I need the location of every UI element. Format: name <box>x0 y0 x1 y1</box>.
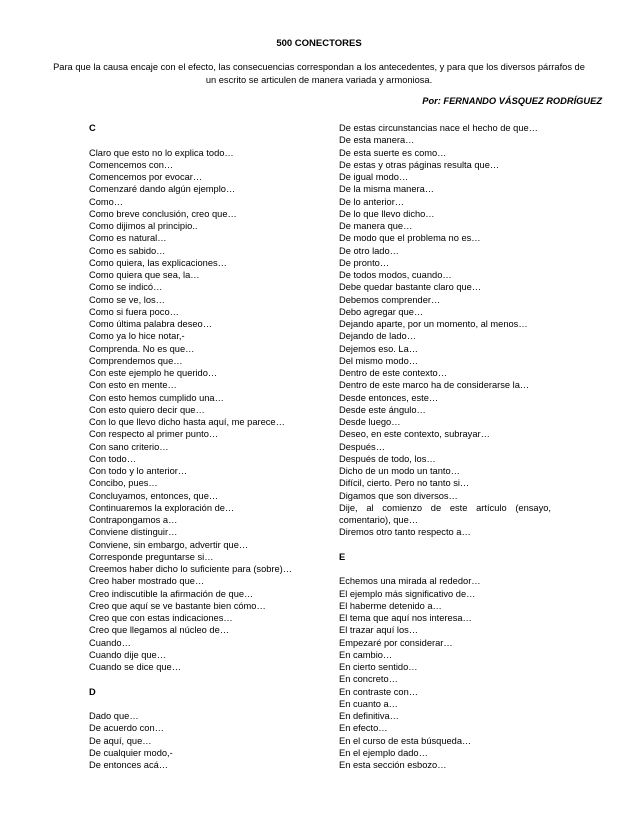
list-item: Dejando de lado… <box>339 331 417 342</box>
list-item: Comenzaré dando algún ejemplo… <box>89 184 236 195</box>
list-item: Del mismo modo… <box>339 355 419 366</box>
list-item: Con esto quiero decir que… <box>89 404 205 415</box>
connector-list-d-continued <box>339 122 551 539</box>
list-item: Continuaremos la exploración de… <box>89 502 235 513</box>
list-item: Comprendemos que… <box>89 355 183 366</box>
list-item: Como se ve, los… <box>89 294 165 305</box>
list-item: Como es sabido… <box>89 245 166 256</box>
list-item: Con esto hemos cumplido una… <box>89 392 224 403</box>
list-item: El ejemplo más significativo de… <box>339 588 476 599</box>
list-item: Con lo que llevo dicho hasta aquí, me parece… <box>89 417 285 427</box>
list-item: En cambio… <box>339 649 393 660</box>
list-item: Cuando dije que… <box>89 649 167 660</box>
list-item: De estas y otras páginas resulta que… <box>339 159 500 170</box>
list-item: En definitiva… <box>339 711 399 721</box>
list-item: En el ejemplo dado… <box>339 747 428 758</box>
document-title: 500 CONECTORES <box>276 38 362 49</box>
list-item: Como… <box>89 196 124 207</box>
list-item: Después de todo, los… <box>339 453 436 464</box>
list-item: Como quiera, las explicaciones… <box>89 257 227 268</box>
list-item: Debo agregar que… <box>339 306 424 317</box>
list-item: De esta manera… <box>339 135 415 146</box>
list-item: De modo que el problema no es… <box>339 233 481 244</box>
section-gap <box>89 134 301 146</box>
list-item: Creemos haber dicho lo suficiente para (sobre)… <box>89 564 293 574</box>
list-item: Como ya lo hice notar,- <box>89 331 185 342</box>
list-item: De igual modo… <box>339 172 409 182</box>
list-item: En cierto sentido… <box>339 662 418 672</box>
intro-paragraph: Para que la causa encaje con el efecto, las consecuencias correspondan a los antecedentes, y para que los diversos párrafos de un escrito se articulen de manera variada y armoniosa. <box>53 62 585 85</box>
list-item: El trazar aquí los… <box>339 625 419 636</box>
list-item: De esta suerte es como… <box>339 147 447 158</box>
list-item: Empezaré por considerar… <box>339 637 453 648</box>
list-item: Dejemos eso. La… <box>339 343 419 354</box>
list-item: Conviene, sin embargo, advertir que… <box>89 539 249 550</box>
list-item: De la misma manera… <box>339 184 435 195</box>
list-item: En el curso de esta búsqueda… <box>339 735 472 746</box>
list-item: Conviene distinguir… <box>89 527 178 538</box>
list-item: Dicho de un modo un tanto… <box>339 466 460 476</box>
section-gap <box>89 698 301 710</box>
section-heading-e: E <box>339 551 346 562</box>
connector-list-c <box>89 147 301 674</box>
list-item: Deseo, en este contexto, subrayar… <box>339 429 490 440</box>
list-item: Cuando… <box>89 637 131 648</box>
list-item: De aquí, que… <box>89 735 152 746</box>
section-gap <box>339 563 551 575</box>
list-item: Dije, al comienzo de este artículo (ensayo, comentario), que… <box>339 502 551 525</box>
list-item: Con esto en mente… <box>89 380 177 391</box>
list-item: El haberme detenido a… <box>339 600 442 611</box>
list-item: De lo anterior… <box>339 196 405 207</box>
list-item: En concreto… <box>339 674 398 685</box>
list-item: Como dijimos al principio.. <box>89 221 198 231</box>
list-item: Debe quedar bastante claro que… <box>339 282 482 293</box>
list-item: De manera que… <box>339 221 413 231</box>
list-item: Digamos que son diversos… <box>339 490 458 501</box>
list-item: Con este ejemplo he querido… <box>89 368 218 378</box>
list-item: En cuanto a… <box>339 698 398 709</box>
list-item: Con todo y lo anterior… <box>89 466 188 476</box>
section-gap <box>89 673 301 685</box>
list-item: Como breve conclusión, creo que… <box>89 208 237 219</box>
list-item: En efecto… <box>339 723 388 734</box>
list-item: Creo indiscutible la afirmación de que… <box>89 588 254 599</box>
list-item: Con sano criterio… <box>89 441 169 452</box>
list-item: En contraste con… <box>339 686 419 697</box>
list-item: De lo que llevo dicho… <box>339 208 435 219</box>
list-item: Como es natural… <box>89 233 167 244</box>
list-item: Echemos una mirada al rededor… <box>339 576 481 587</box>
list-item: Comencemos con… <box>89 159 174 170</box>
list-item: Como última palabra deseo… <box>89 319 212 329</box>
list-item: Dejando aparte, por un momento, al menos… <box>339 319 528 329</box>
list-item: Contrapongamos a… <box>89 515 178 525</box>
right-column <box>339 122 551 771</box>
list-item: Creo haber mostrado que… <box>89 576 205 587</box>
list-item: Dentro de este marco ha de considerarse la… <box>339 380 530 391</box>
list-item: Corresponde preguntarse si… <box>89 551 214 562</box>
section-heading-d: D <box>89 686 96 697</box>
section-gap <box>339 539 551 551</box>
author-line: Por: FERNANDO VÁSQUEZ RODRÍGUEZ <box>422 96 602 106</box>
list-item: En esta sección esbozo… <box>339 760 447 770</box>
list-item: Creo que aquí se ve bastante bien cómo… <box>89 600 266 611</box>
list-item: Como quiera que sea, la… <box>89 270 200 280</box>
list-item: Diremos otro tanto respecto a… <box>339 527 471 538</box>
list-item: Difícil, cierto. Pero no tanto si… <box>339 478 470 489</box>
list-item: Cuando se dice que… <box>89 662 181 672</box>
list-item: Como se indicó… <box>89 282 163 293</box>
list-item: De pronto… <box>339 257 390 268</box>
list-item: Desde entonces, este… <box>339 392 439 403</box>
list-item: Dentro de este contexto… <box>339 368 448 378</box>
left-column <box>89 122 301 771</box>
connector-list-e <box>339 575 551 771</box>
section-heading-c: C <box>89 123 96 133</box>
list-item: Dado que… <box>89 711 139 721</box>
list-item: Concibo, pues… <box>89 478 158 489</box>
list-item: Concluyamos, entonces, que… <box>89 490 219 501</box>
list-item: Después… <box>339 441 385 452</box>
connector-list-d <box>89 710 301 771</box>
list-item: De entonces acá… <box>89 760 169 770</box>
list-item: Comencemos por evocar… <box>89 172 203 182</box>
list-item: Creo que llegamos al núcleo de… <box>89 625 230 636</box>
list-item: Con respecto al primer punto… <box>89 429 219 440</box>
list-item: Desde este ángulo… <box>339 404 426 415</box>
list-item: Como si fuera poco… <box>89 306 179 317</box>
list-item: De estas circunstancias nace el hecho de que… <box>339 123 538 133</box>
list-item: Con todo… <box>89 453 137 464</box>
list-item: De acuerdo con… <box>89 723 164 734</box>
list-item: Desde luego… <box>339 417 401 427</box>
list-item: Creo que con estas indicaciones… <box>89 613 233 623</box>
list-item: Comprenda. No es que… <box>89 343 195 354</box>
list-item: Claro que esto no lo explica todo… <box>89 147 234 158</box>
list-item: Debemos comprender… <box>339 294 441 305</box>
list-item: De otro lado… <box>339 245 399 256</box>
list-item: El tema que aquí nos interesa… <box>339 613 472 623</box>
list-item: De todos modos, cuando… <box>339 270 452 280</box>
list-item: De cualquier modo,- <box>89 747 173 758</box>
